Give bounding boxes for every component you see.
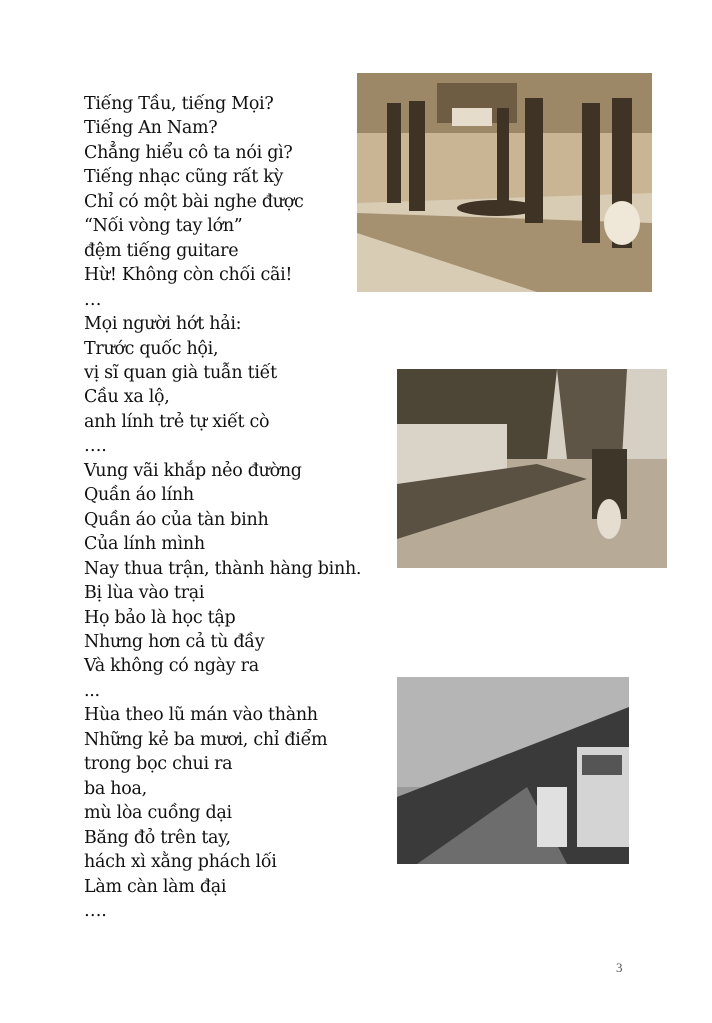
poem-line: Hùa theo lũ mán vào thành [84,705,318,726]
poem-line: vị sĩ quan già tuẫn tiết [84,362,277,383]
poem-line: Tiếng nhạc cũng rất kỳ [84,167,284,188]
poem-line: trong bọc chui ra [84,754,233,775]
poem-line: Quần áo của tàn binh [84,509,269,530]
poem-line: Và không có ngày ra [84,656,259,677]
poem-line: Vung vãi khắp nẻo đường [84,460,302,481]
poem-line: Làm càn làm đại [84,876,227,897]
poem-line: Quần áo lính [84,485,194,506]
poem-text [84,92,362,923]
poem-line: …. [84,436,107,457]
poem-line: ... [84,680,100,701]
poem-line: Nay thua trận, thành hàng binh. [84,558,362,579]
poem-line: đệm tiếng guitare [84,240,239,261]
page-number: 3 [616,960,623,975]
poem-line: ba hoa, [84,778,147,799]
poem-line: Tiếng An Nam? [84,118,218,139]
poem-line: Tiếng Tầu, tiếng Mọi? [84,94,274,114]
poem-line: Cầu xa lộ, [84,387,170,408]
poem-line: Chẳng hiểu cô ta nói gì? [84,142,293,163]
photo-crowded-buses [397,677,629,864]
poem-line: … [84,289,102,310]
poem-line: Mọi người hớt hải: [84,314,242,335]
poem-line: Những kẻ ba mươi, chỉ điểm [84,729,328,750]
poem-line: Bị lùa vào trại [84,583,205,604]
photo-scattered-uniforms [397,369,667,568]
poem-line: Nhưng hơn cả tù đầy [84,631,265,652]
photo-people-street [357,73,652,292]
poem-line: Của lính mình [84,534,205,555]
poem-line: Hừ! Không còn chối cãi! [84,265,293,286]
poem-line: hách xì xằng phách lối [84,852,277,873]
poem-line: …. [84,900,107,921]
poem-line: Trước quốc hội, [84,338,219,359]
poem-line: “Nối vòng tay lớn” [84,216,243,237]
poem-line: mù lòa cuồng dại [84,803,232,824]
poem-line: Họ bảo là học tập [84,607,236,628]
poem-line: Chỉ có một bài nghe được [84,191,304,212]
poem-line: Băng đỏ trên tay, [84,827,231,848]
poem-line: anh lính trẻ tự xiết cò [84,411,270,432]
